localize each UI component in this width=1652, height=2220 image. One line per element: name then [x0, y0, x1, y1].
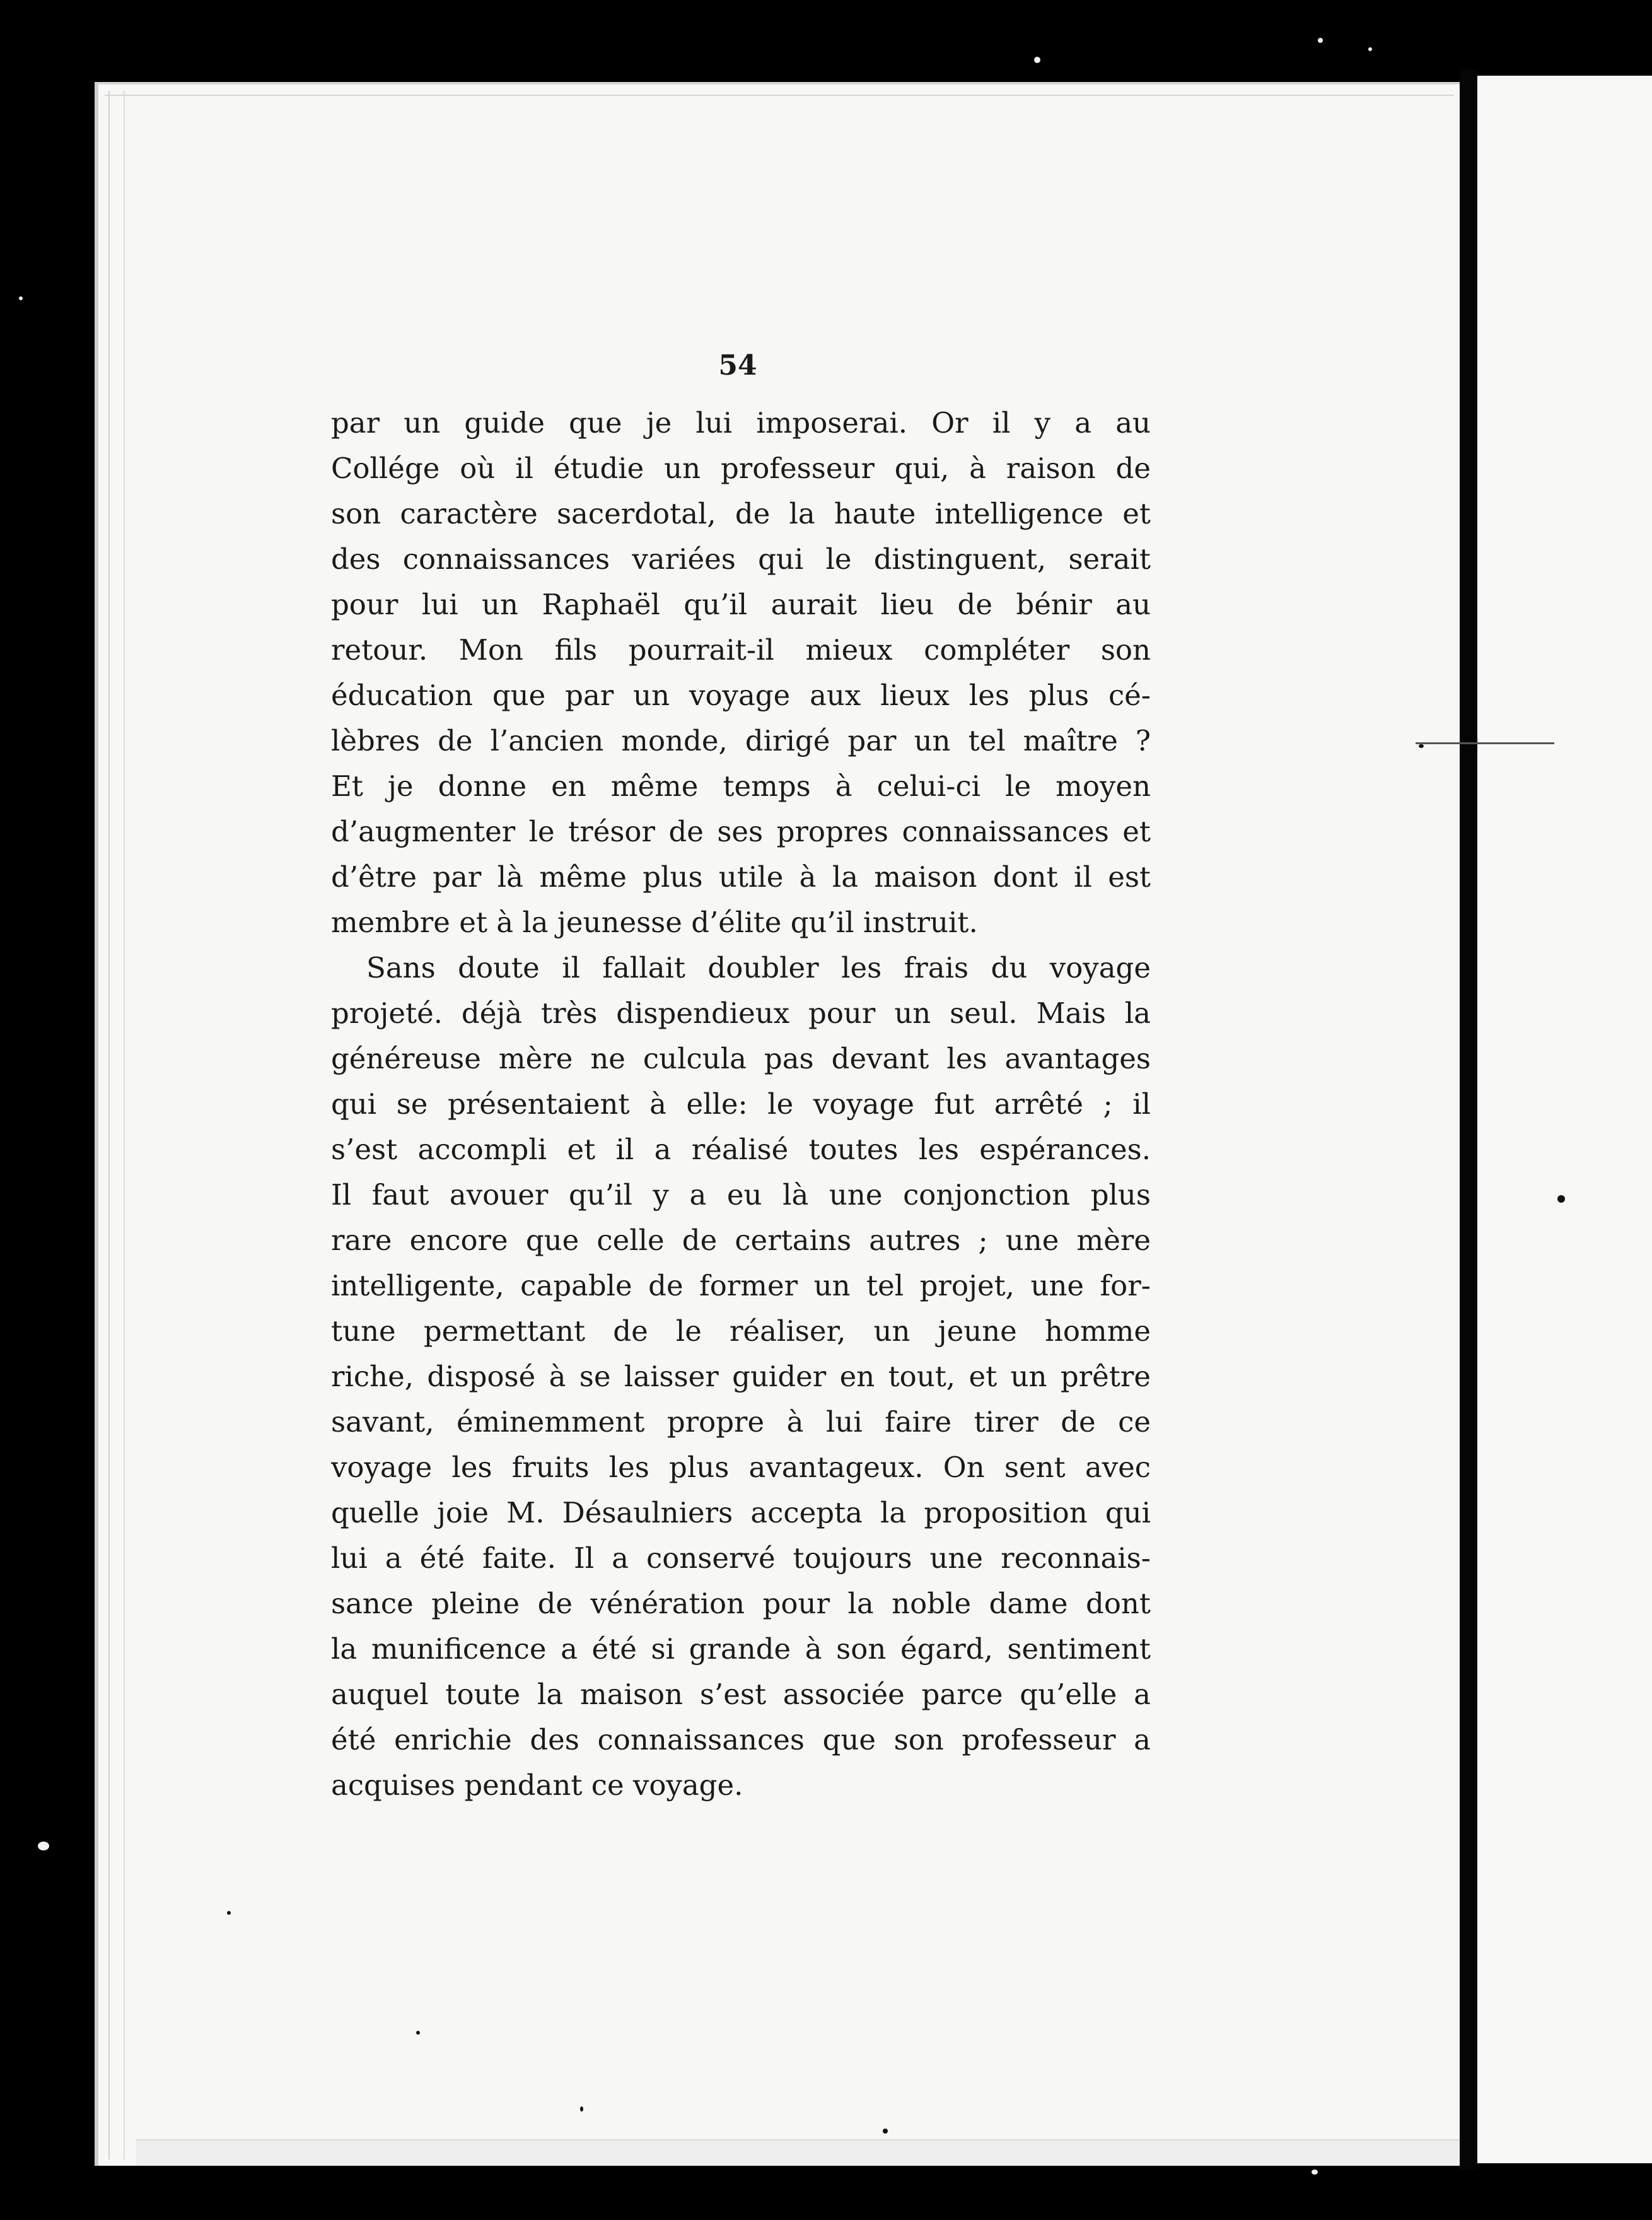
right-page-edge: [1477, 76, 1652, 2163]
text-line: rare encore que celle de certains autres ; une mère: [331, 1224, 1151, 1257]
text-line: par un guide que je lui imposerai. Or il y a au: [331, 406, 1151, 440]
text-line: projeté. déjà très dispendieux pour un seul. Mais la: [331, 996, 1151, 1030]
page-bottom-edge: [136, 2139, 1460, 2166]
margin-mark: [1416, 739, 1554, 748]
text-line: d’être par là même plus utile à la maison dont il est: [331, 860, 1151, 894]
page-top-edge: [105, 95, 1454, 96]
text-line: savant, éminemment propre à lui faire tirer de ce: [331, 1405, 1151, 1439]
text-line: Sans doute il fallait doubler les frais du voyage: [366, 951, 1151, 984]
text-line: voyage les fruits les plus avantageux. On sent avec: [331, 1451, 1151, 1484]
page-gutter: [1460, 69, 1477, 2170]
text-line: des connaissances variées qui le distinguent, serait: [331, 542, 1151, 576]
text-line: riche, disposé à se laisser guider en tout, et un prêtre: [331, 1360, 1151, 1393]
page-edge-line: [108, 91, 110, 2159]
text-line: été enrichie des connaissances que son professeur a: [331, 1723, 1151, 1756]
text-line: Collége où il étudie un professeur qui, à raison de: [331, 452, 1151, 485]
text-line: généreuse mère ne culcula pas devant les avantages: [331, 1042, 1151, 1075]
text-line: quelle joie M. Désaulniers accepta la proposition qui: [331, 1496, 1151, 1529]
text-line: acquises pendant ce voyage.: [331, 1768, 743, 1802]
body-text: [331, 400, 1151, 1808]
text-line: pour lui un Raphaël qu’il aurait lieu de bénir au: [331, 588, 1151, 621]
text-line: Il faut avouer qu’il y a eu là une conjonction plus: [331, 1178, 1151, 1212]
text-line: tune permettant de le réaliser, un jeune homme: [331, 1314, 1151, 1348]
text-line: sance pleine de vénération pour la noble dame dont: [331, 1587, 1151, 1620]
text-line: membre et à la jeunesse d’élite qu’il instruit.: [331, 906, 978, 939]
text-line: retour. Mon fils pourrait-il mieux compléter son: [331, 633, 1151, 667]
text-line: auquel toute la maison s’est associée parce qu’elle a: [331, 1678, 1151, 1711]
text-line: la munificence a été si grande à son égard, sentiment: [331, 1632, 1151, 1666]
text-line: lèbres de l’ancien monde, dirigé par un tel maître ?: [331, 724, 1151, 757]
text-line: lui a été faite. Il a conservé toujours une reconnais-: [331, 1541, 1151, 1575]
text-line: qui se présentaient à elle: le voyage fut arrêté ; il: [331, 1087, 1151, 1121]
text-line: intelligente, capable de former un tel projet, une for-: [331, 1269, 1151, 1302]
text-line: Et je donne en même temps à celui-ci le moyen: [331, 769, 1151, 803]
page-edge-line: [124, 91, 125, 2159]
page-number: 54: [718, 349, 757, 382]
text-line: d’augmenter le trésor de ses propres connaissances et: [331, 815, 1151, 848]
text-line: s’est accompli et il a réalisé toutes les espérances.: [331, 1133, 1151, 1166]
text-line: son caractère sacerdotal, de la haute intelligence et: [331, 497, 1151, 530]
text-line: éducation que par un voyage aux lieux les plus cé-: [331, 679, 1151, 712]
